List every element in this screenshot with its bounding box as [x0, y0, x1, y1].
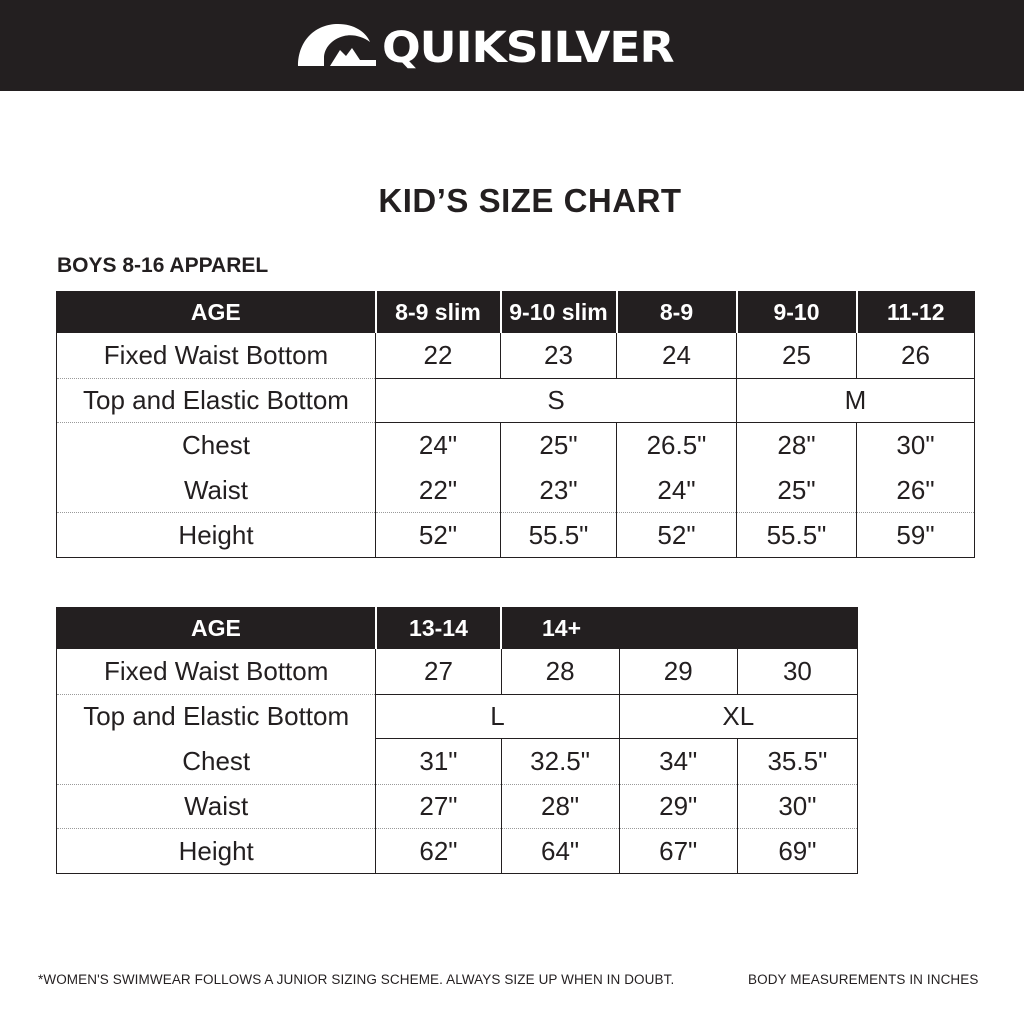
table-cell: 27"	[376, 785, 501, 829]
table-row	[57, 649, 858, 695]
age-cell: 11-12	[857, 292, 975, 333]
row-label: Fixed Waist Bottom	[57, 333, 376, 379]
table-cell: 29"	[619, 785, 737, 829]
table-cell: 62"	[376, 829, 501, 874]
table-cell: 22"	[376, 469, 501, 513]
table-cell: 31"	[376, 739, 501, 785]
footer-units: BODY MEASUREMENTS IN INCHES	[748, 972, 979, 987]
table-row	[57, 513, 975, 558]
table-cell: 52"	[376, 513, 501, 558]
table-cell: 28	[501, 649, 619, 695]
table-cell: 24"	[376, 423, 501, 469]
table-cell: 28"	[737, 423, 857, 469]
row-label: Height	[57, 513, 376, 558]
table-cell: 55.5"	[737, 513, 857, 558]
age-header: AGE	[57, 608, 376, 649]
table-header-row	[57, 292, 975, 333]
table-cell: 26.5"	[617, 423, 737, 469]
section-title: BOYS 8-16 APPAREL	[57, 254, 269, 277]
row-label: Waist	[57, 785, 376, 829]
table-cell: 59"	[857, 513, 975, 558]
age-cell: 14+	[501, 608, 857, 649]
table-cell: 30	[737, 649, 857, 695]
size-group-cell: M	[737, 379, 975, 423]
size-table-1	[56, 291, 975, 558]
table-row	[57, 695, 858, 739]
table-cell: 22	[376, 333, 501, 379]
table-cell: 24	[617, 333, 737, 379]
table-row	[57, 333, 975, 379]
table-cell: 27	[376, 649, 501, 695]
age-cell: 8-9 slim	[376, 292, 501, 333]
row-label: Chest	[57, 423, 376, 469]
table-header-row	[57, 608, 858, 649]
table-cell: 23"	[501, 469, 617, 513]
size-group-cell: XL	[619, 695, 857, 739]
table-cell: 30"	[737, 785, 857, 829]
row-label: Chest	[57, 739, 376, 785]
table-cell: 28"	[501, 785, 619, 829]
age-cell: 9-10	[737, 292, 857, 333]
age-header: AGE	[57, 292, 376, 333]
row-label: Height	[57, 829, 376, 874]
wave-mountain-icon	[296, 20, 378, 68]
size-group-cell: L	[376, 695, 619, 739]
table-row	[57, 829, 858, 874]
table-cell: 32.5"	[501, 739, 619, 785]
table-cell: 24"	[617, 469, 737, 513]
table-cell: 29	[619, 649, 737, 695]
age-cell: 9-10 slim	[501, 292, 617, 333]
table-cell: 35.5"	[737, 739, 857, 785]
row-label: Top and Elastic Bottom	[57, 379, 376, 423]
table-row	[57, 739, 858, 785]
table-cell: 26	[857, 333, 975, 379]
page-title: KID’S SIZE CHART	[378, 182, 682, 219]
table-cell: 64"	[501, 829, 619, 874]
row-label: Top and Elastic Bottom	[57, 695, 376, 739]
row-label: Fixed Waist Bottom	[57, 649, 376, 695]
table-cell: 30"	[857, 423, 975, 469]
size-table-2	[56, 607, 858, 874]
row-label: Waist	[57, 469, 376, 513]
age-cell: 8-9	[617, 292, 737, 333]
table-cell: 23	[501, 333, 617, 379]
brand-wordmark: QUIKSILVER	[382, 23, 674, 73]
table-cell: 69"	[737, 829, 857, 874]
table-cell: 52"	[617, 513, 737, 558]
table-cell: 55.5"	[501, 513, 617, 558]
table-row	[57, 469, 975, 513]
footer-note: *WOMEN'S SWIMWEAR FOLLOWS A JUNIOR SIZING SCHEME. ALWAYS SIZE UP WHEN IN DOUBT.	[38, 972, 675, 987]
brand-header	[0, 0, 1024, 91]
age-cell: 13-14	[376, 608, 501, 649]
table-row	[57, 379, 975, 423]
table-cell: 25	[737, 333, 857, 379]
table-cell: 25"	[501, 423, 617, 469]
table-row	[57, 785, 858, 829]
size-group-cell: S	[376, 379, 737, 423]
table-cell: 26"	[857, 469, 975, 513]
table-row	[57, 423, 975, 469]
table-cell: 34"	[619, 739, 737, 785]
table-cell: 67"	[619, 829, 737, 874]
table-cell: 25"	[737, 469, 857, 513]
